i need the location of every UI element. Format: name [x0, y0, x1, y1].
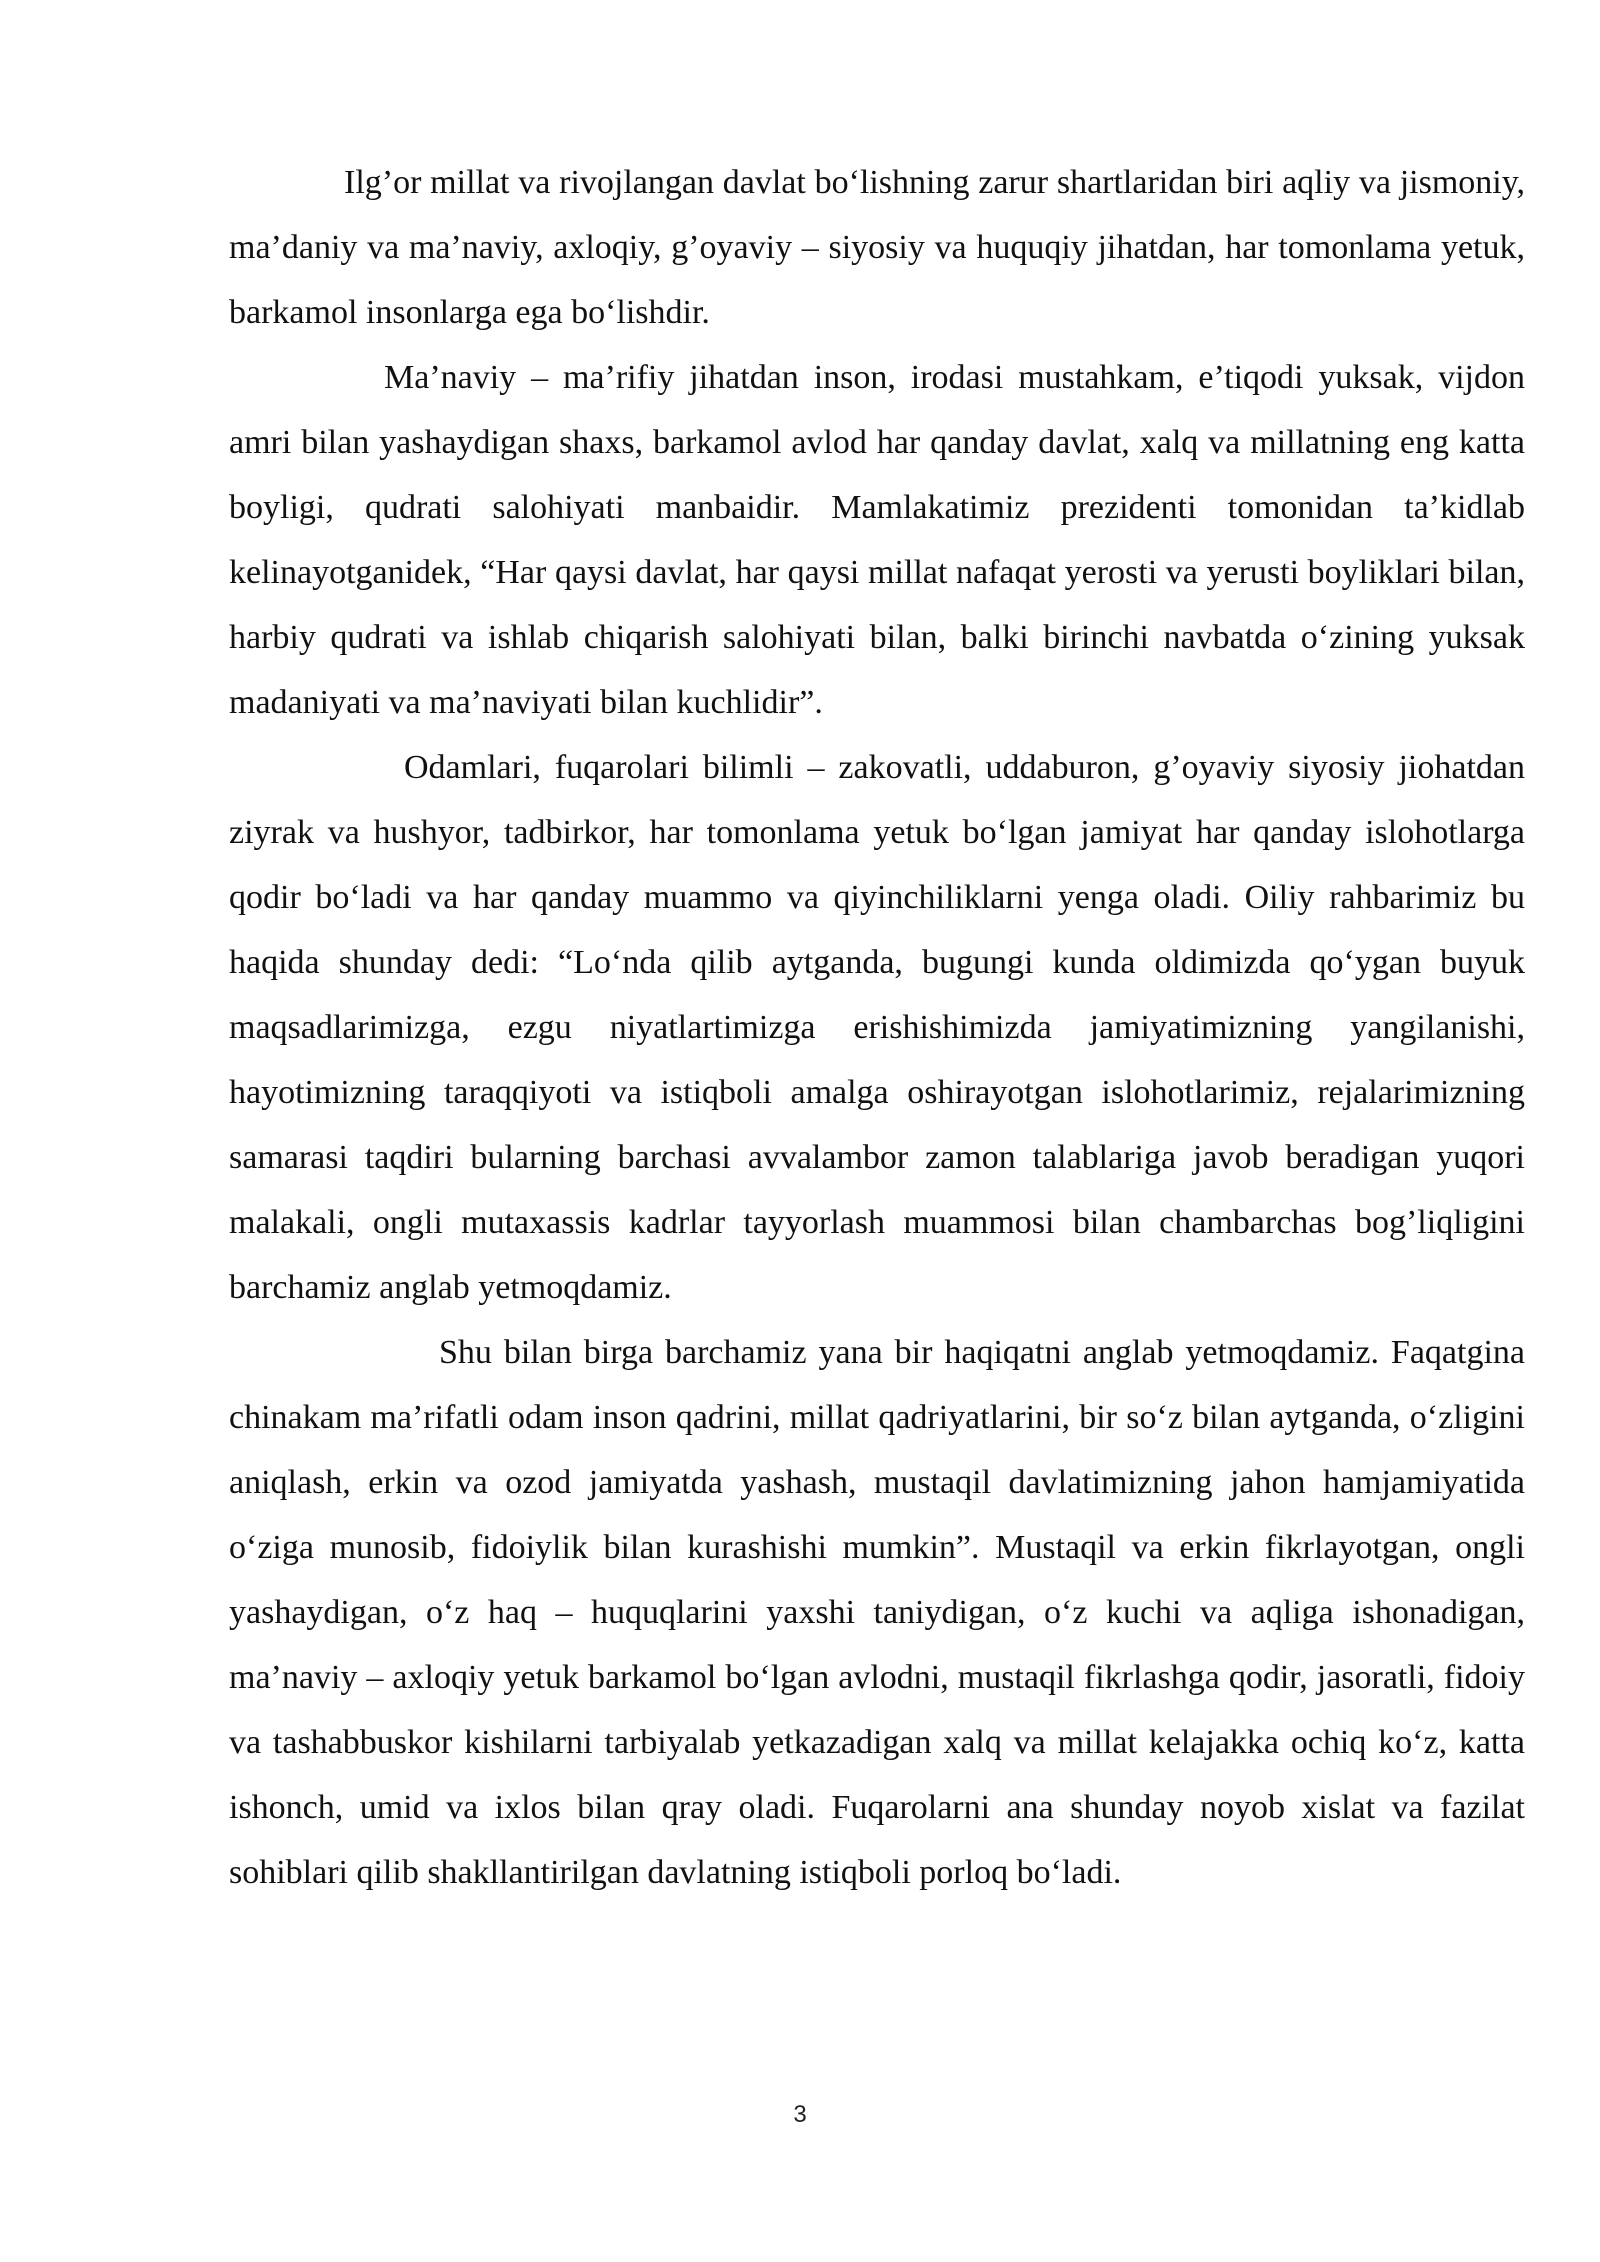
paragraph-1: Ilg’or millat va rivojlangan davlat bo‘lishning zarur shartlaridan biri aqliy va jismoniy, ma’daniy va ma’naviy, axloqiy, g’oyaviy – siyosiy va huquqiy jihatdan, har tomonlama yetuk, barkamol insonlarga ega bo‘lishdir.	[229, 164, 1525, 331]
document-body	[229, 150, 1525, 1905]
paragraph-4: Shu bilan birga barchamiz yana bir haqiqatni anglab yetmoqdamiz. Faqatgina chinakam ma’rifatli odam inson qadrini, millat qadriyatlarini, bir so‘z bilan aytganda, o‘zligini aniqlash, erkin va ozod jamiyatda yashash, mustaqil davlatimizning jahon hamjamiyatida o‘ziga munosib, fidoiylik bilan kurashishi mumkin”. Mustaqil va erkin fikrlayotgan, ongli yashaydigan, o‘z haq – huquqlarini yaxshi taniydigan, o‘z kuchi va aqliga ishonadigan, ma’naviy – axloqiy yetuk barkamol bo‘lgan avlodni, mustaqil fikrlashga qodir, jasoratli, fidoiy va tashabbuskor kishilarni tarbiyalab yetkazadigan xalq va millat kelajakka ochiq ko‘z, katta ishonch, umid va ixlos bilan qray oladi. Fuqarolarni ana shunday noyob xislat va fazilat sohiblari qilib shakllantirilgan davlatning istiqboli porloq bo‘ladi.	[229, 1334, 1525, 1891]
paragraph-3: Odamlari, fuqarolari bilimli – zakovatli, uddaburon, g’oyaviy siyosiy jiohatdan ziyrak va hushyor, tadbirkor, har tomonlama yetuk bo‘lgan jamiyat har qanday islohotlarga qodir bo‘ladi va har qanday muammo va qiyinchiliklarni yenga oladi. Oiliy rahbarimiz bu haqida shunday dedi: “Lo‘nda qilib aytganda, bugungi kunda oldimizda qo‘ygan buyuk maqsadlarimizga, ezgu niyatlartimizga erishishimizda jamiyatimizning yangilanishi, hayotimizning taraqqiyoti va istiqboli amalga oshirayotgan islohotlarimiz, rejalarimizning samarasi taqdiri bularning barchasi avvalambor zamon talablariga javob beradigan yuqori malakali, ongli mutaxassis kadrlar tayyorlash muammosi bilan chambarchas bog’liqligini barchamiz anglab yetmoqdamiz.	[229, 749, 1525, 1306]
page-number: 3	[793, 2101, 807, 2128]
paragraph-2: Ma’naviy – ma’rifiy jihatdan inson, irodasi mustahkam, e’tiqodi yuksak, vijdon amri bilan yashaydigan shaxs, barkamol avlod har qanday davlat, xalq va millatning eng katta boyligi, qudrati salohiyati manbaidir. Mamlakatimiz prezidenti tomonidan ta’kidlab kelinayotganidek, “Har qaysi davlat, har qaysi millat nafaqat yerosti va yerusti boyliklari bilan, harbiy qudrati va ishlab chiqarish salohiyati bilan, balki birinchi navbatda o‘zining yuksak madaniyati va ma’naviyati bilan kuchlidir”.	[229, 359, 1525, 721]
